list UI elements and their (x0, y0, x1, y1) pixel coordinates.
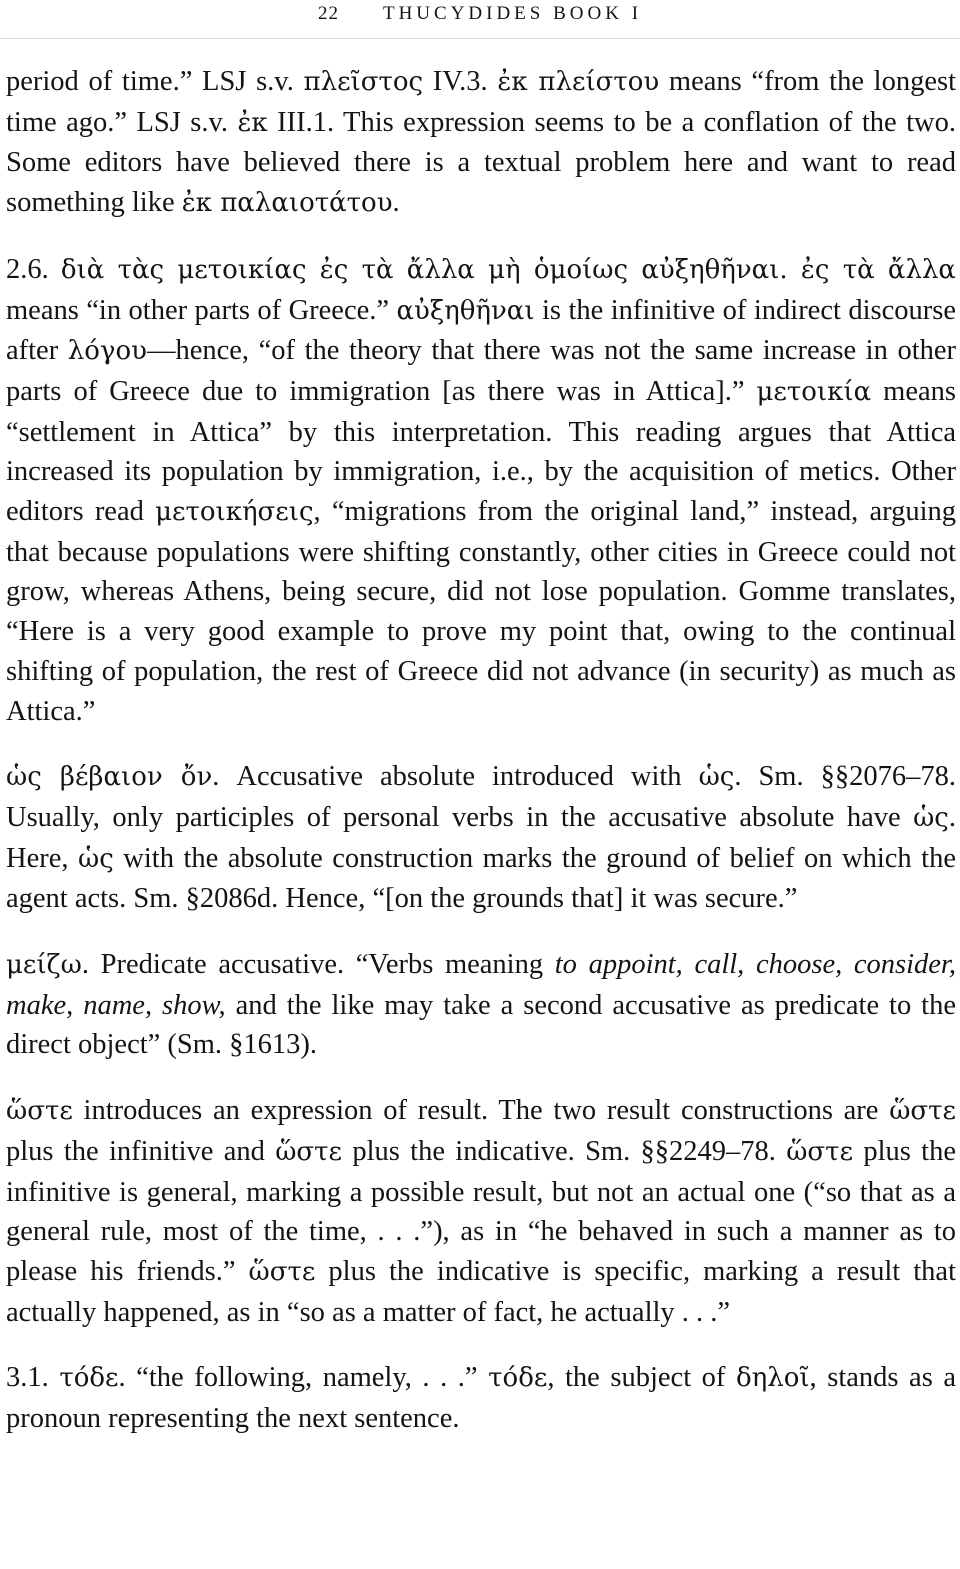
body-text: . Predicate accusative. “Verbs meaning (81, 949, 555, 981)
body-text: III.1. This expression seems to be a conflation of the two. Some editors have believed there is a textual problem here and want to read something like (6, 106, 956, 219)
page-number: 22 (317, 3, 339, 24)
greek-term: μείζω (6, 950, 82, 981)
header-divider (0, 38, 960, 39)
commentary-paragraph (6, 250, 956, 731)
greek-term: ὡς (913, 802, 949, 833)
running-title: THUCYDIDES BOOK I (382, 3, 643, 24)
greek-term: αὐξηθῆναι (396, 295, 535, 326)
body-text: plus the infinitive is general, marking a possible result, but not an actual one (“so that as a general rule, most of the time, . . .”), as in “he behaved in such a manner as to please his friends.” (6, 1135, 956, 1287)
body-text: , stands as a pronoun representing the next sentence. (6, 1362, 956, 1435)
greek-term: πλεῖστος (303, 67, 424, 97)
greek-term: ὡς (78, 843, 114, 874)
body-text: and the like may take a second accusative as predicate to the direct object” (Sm. §1613). (6, 989, 956, 1061)
greek-term: λόγου (67, 336, 147, 367)
body-text: is the infinitive of indirect discourse after (6, 294, 956, 367)
commentary-paragraph (6, 757, 956, 919)
greek-term: δηλοῖ (735, 1363, 810, 1394)
body-text: 2.6. (6, 253, 61, 285)
body-text: . Sm. §§2076–78. Usually, only participles of personal verbs in the accusative absolute have (6, 761, 956, 833)
body-text: IV.3. (423, 66, 498, 97)
greek-term: ὡς βέβαιον ὄν (6, 762, 213, 793)
body-text: . (392, 187, 400, 219)
greek-term: ὥστε (275, 1136, 343, 1167)
body-text: plus the indicative is specific, marking a result that actually happened, as in “so as a matter of fact, he actually . . .” (6, 1255, 956, 1328)
greek-term: ὥστε (248, 1256, 316, 1287)
greek-term: ἐκ πλείστου (497, 67, 660, 97)
body-text: , “migrations from the original land,” instead, arguing that because populations were shifting constantly, other cities in Greece could not grow, whereas Athens, being secure, did not lose population. Gomme translates, “Here is a very good example to prove my point that, owing to the continual shifting of population, the rest of Greece did not advance (in security) as much as Attica.” (6, 496, 957, 727)
body-text: . Accusative absolute introduced with (212, 761, 699, 793)
commentary-paragraph (6, 1091, 956, 1332)
body-text: with the absolute construction marks the ground of belief on which the agent acts. Sm. §2086d. Hence, “[on the grounds that] it was secure.” (6, 842, 956, 915)
body-text: . Here, (6, 801, 956, 874)
running-header (0, 0, 960, 34)
body-text: plus the indicative. Sm. §§2249–78. (342, 1135, 787, 1167)
body-text: , the subject of (547, 1362, 736, 1394)
body-text: means “from the longest time ago.” LSJ s.v. (6, 66, 956, 138)
greek-term: ὡς (698, 762, 735, 793)
body-text: period of time.” LSJ s.v. (6, 66, 304, 97)
body-text: plus the infinitive and (6, 1135, 276, 1167)
page-body (6, 62, 956, 1439)
greek-term: ἐκ παλαιοτάτου (181, 188, 393, 219)
greek-term: ὥστε (786, 1136, 854, 1167)
greek-term: μετοικήσεις (155, 497, 314, 528)
greek-term: ὥστε (889, 1096, 956, 1127)
commentary-paragraph (6, 945, 956, 1065)
italic-text: to appoint, call, choose, consider, make, name, show, (6, 949, 956, 1021)
body-text: —hence, “of the theory that there was not the same increase in other parts of Greece due to immigration [as there was in Attica].” (6, 335, 956, 407)
commentary-paragraph (6, 62, 956, 224)
body-text: . “the following, namely, . . .” (118, 1362, 489, 1394)
greek-term: τόδε (488, 1363, 548, 1394)
body-text: means “settlement in Attica” by this interpretation. This reading argues that Attica increased its population by immigration, i.e., by the acquisition of metics. Other editors read (6, 375, 956, 528)
greek-term: μετοικία (756, 376, 872, 407)
greek-term: ἐκ (237, 107, 268, 138)
body-text: introduces an expression of result. The two result constructions are (72, 1095, 890, 1127)
commentary-paragraph (6, 1358, 956, 1438)
greek-term: ὥστε (6, 1096, 73, 1127)
body-text: means “in other parts of Greece.” (6, 294, 397, 326)
greek-term: διὰ τὰς μετοικίας ἐς τὰ ἄλλα μὴ ὁμοίως αὐξηθῆναι. ἐς τὰ ἄλλα (60, 254, 956, 285)
greek-term: τόδε (59, 1363, 119, 1394)
body-text: 3.1. (6, 1362, 60, 1394)
